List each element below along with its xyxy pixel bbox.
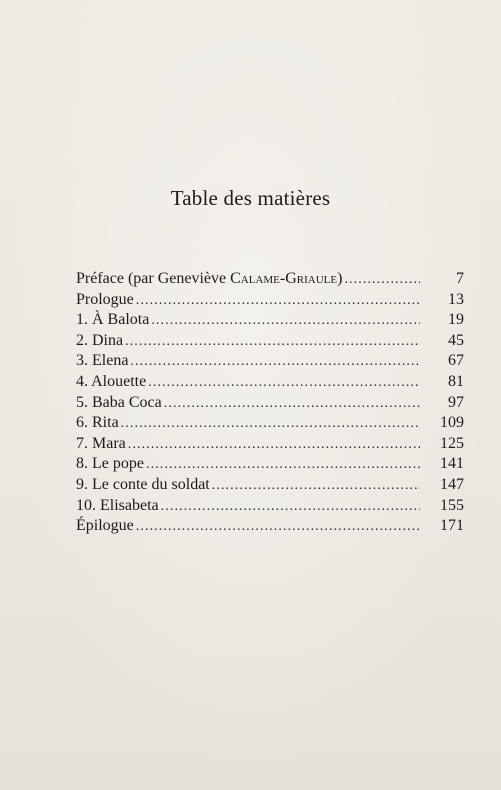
toc-entry-label: 9. Le conte du soldat: [76, 475, 210, 493]
toc-entry-label: 7. Mara: [76, 434, 126, 452]
toc-entry-page: 109: [440, 414, 464, 432]
leader-dots: [344, 272, 420, 288]
toc-entry-label: 10. Elisabeta: [76, 496, 159, 514]
toc-entry-chapter-6[interactable]: [76, 414, 464, 435]
leader-dots: [161, 499, 420, 515]
toc-entry-label: Prologue: [76, 290, 134, 308]
toc-entry-page: 45: [448, 331, 464, 349]
toc-entry-page: 125: [440, 434, 464, 452]
toc-entry-page: 141: [440, 455, 464, 473]
toc-entry-page: 19: [448, 311, 464, 329]
toc-entry-label: 5. Baba Coca: [76, 393, 162, 411]
toc-entry-label: 3. Elena: [76, 352, 129, 370]
leader-dots: [128, 437, 420, 453]
toc-entry-chapter-4[interactable]: [76, 373, 464, 394]
toc-entry-label: 2. Dina: [76, 331, 124, 349]
toc-entry-label: 4. Alouette: [76, 372, 147, 390]
leader-dots: [151, 313, 420, 329]
toc-entry-page: 155: [440, 496, 464, 514]
toc-entry-page: 7: [456, 270, 464, 287]
toc-entry-chapter-1[interactable]: [76, 311, 464, 332]
page-title: Table des matières: [170, 186, 331, 210]
toc-entry-label: 6. Rita: [76, 414, 119, 432]
toc-entry-prologue[interactable]: [76, 291, 464, 312]
toc-entry-chapter-3[interactable]: [76, 352, 464, 373]
leader-dots: [136, 293, 420, 309]
leader-dots: [121, 416, 420, 432]
toc-entry-chapter-5[interactable]: [76, 394, 464, 415]
toc-entry-chapter-8[interactable]: [76, 455, 464, 476]
author-name: Calame-Griaule: [230, 270, 338, 287]
toc-entry-label: 1. À Balota: [76, 311, 150, 329]
toc-entry-chapter-2[interactable]: [76, 332, 464, 353]
leader-dots: [164, 396, 420, 412]
toc-entry-chapter-7[interactable]: [76, 435, 464, 456]
toc-entry-epilogue[interactable]: [76, 517, 464, 538]
toc-entry-page: 67: [448, 352, 464, 370]
toc-entry-page: 147: [440, 475, 464, 493]
toc-entry-chapter-10[interactable]: [76, 497, 464, 518]
leader-dots: [125, 334, 420, 350]
toc-entry-page: 13: [448, 290, 464, 308]
leader-dots: [212, 478, 420, 494]
toc-entry-label: 8. Le pope: [76, 455, 144, 473]
leader-dots: [146, 457, 420, 473]
leader-dots: [130, 354, 420, 370]
toc-entry-page: 171: [440, 517, 464, 535]
table-of-contents: [76, 270, 464, 538]
toc-entry-preface[interactable]: [76, 270, 464, 291]
toc-entry-label: Préface (par Geneviève Calame-Griaule): [76, 270, 343, 287]
toc-entry-chapter-9[interactable]: [76, 476, 464, 497]
toc-entry-page: 81: [448, 372, 464, 390]
leader-dots: [148, 375, 420, 391]
toc-entry-page: 97: [448, 393, 464, 411]
toc-entry-label: Épilogue: [76, 517, 134, 535]
leader-dots: [136, 519, 420, 535]
